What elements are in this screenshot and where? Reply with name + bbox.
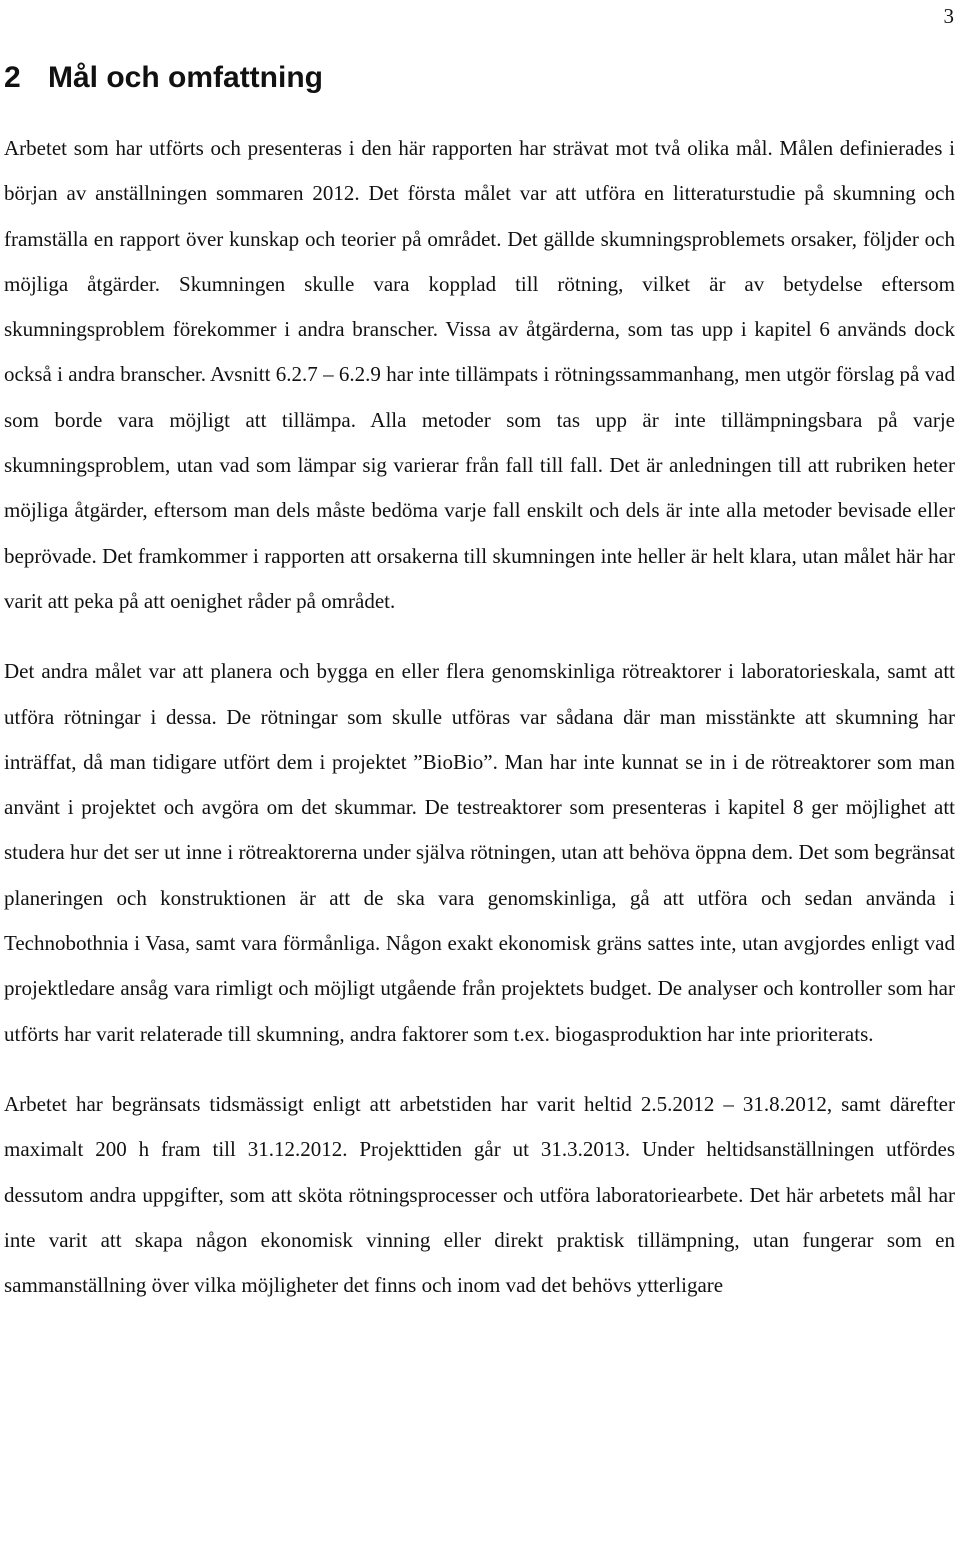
section-title: Mål och omfattning — [48, 61, 323, 94]
section-number: 2 — [4, 61, 21, 94]
page-number: 3 — [943, 4, 954, 28]
paragraph-time-limits: Arbetet har begränsats tidsmässigt enligt att arbetstiden har varit heltid 2.5.2012 – 31.8.2012, samt därefter maximalt 200 h fram till 31.12.2012. Projekttiden går ut 31.3.2013. Under heltidsanställningen utfördes dessutom andra uppgifter, som att sköta rötningsprocesser och utföra laboratoriearbete. Det här arbetets mål har inte varit att skapa någon ekonomisk vinning eller direkt praktisk tillämpning, utan fungerar som en sammanställning över vilka möjligheter det finns och inom vad det behövs ytterligare — [4, 1091, 955, 1298]
paragraph-goals-first: Arbetet som har utförts och presenteras i den här rapporten har strävat mot två olika mål. Målen definierades i början av anställningen sommaren 2012. Det första målet var att utföra en litteraturstudie på skumning och framställa en rapport över kunskap och teorier på området. Det gällde skumningsproblemets orsaker, följder och möjliga åtgärder. Skumningen skulle vara kopplad till rötning, vilket är av betydelse eftersom skumningsproblem förekommer i andra branscher. Vissa av åtgärderna, som tas upp i kapitel 6 används dock också i andra branscher. Avsnitt 6.2.7 – 6.2.9 har inte tillämpats i rötningssammanhang, men utgör förslag på vad som borde vara möjligt att tillämpa. Alla metoder som tas upp är inte tillämpningsbara på varje skumningsproblem, utan vad som lämpar sig varierar från fall till fall. Det är anledningen till att rubriken heter möjliga åtgärder, eftersom man dels måste bedöma varje fall enskilt och dels är inte alla metoder bevisade eller beprövade. Det framkommer i rapporten att orsakerna till skumningen inte heller är helt klara, utan målet här har varit att peka på att oenighet råder på området. — [4, 136, 955, 613]
paragraph-goals-second: Det andra målet var att planera och bygga en eller flera genomskinliga rötreaktorer i laboratorieskala, samt att utföra rötningar i dessa. De rötningar som skulle utföras var sådana där man misstänkte att skumning har inträffat, då man tidigare utfört dem i projektet ”BioBio”. Man har inte kunnat se in i de rötreaktorer som man använt i projektet och avgöra om det skummar. De testreaktorer som presenteras i kapitel 8 ger möjlighet att studera hur det ser ut inne i rötreaktorerna under själva rötningen, utan att behöva öppna dem. Det som begränsat planeringen och konstruktionen är att de ska vara genomskinliga, gå att utföra och sedan använda i Technobothnia i Vasa, samt vara förmånliga. Någon exakt ekonomisk gräns sattes inte, utan avgjordes enligt vad projektledare ansåg vara rimligt och möjligt utgående från projektets budget. De analyser och kontroller som har utförts har varit relaterade till skumning, andra faktorer som t.ex. biogasproduktion har inte prioriterats. — [4, 659, 955, 1046]
body-text — [4, 126, 955, 1333]
section-heading — [4, 56, 323, 100]
